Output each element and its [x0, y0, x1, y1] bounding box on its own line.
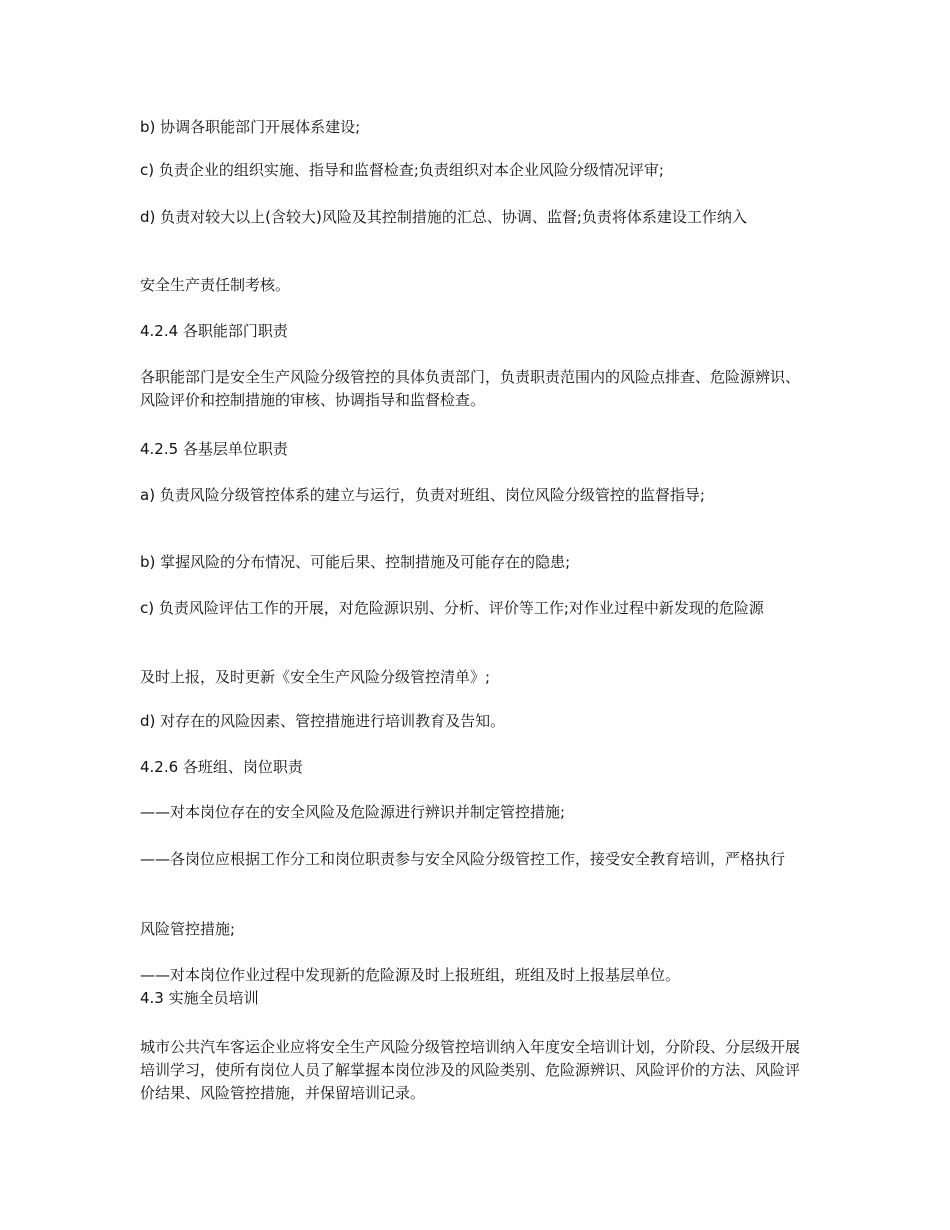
paragraph-dash-identify: ——对本岗位存在的安全风险及危险源进行辨识并制定管控措施;: [140, 803, 566, 821]
paragraph-continuation-measures: 风险管控措施;: [140, 920, 236, 938]
heading-4-2-4: 4.2.4 各职能部门职责: [140, 322, 288, 340]
paragraph-c-organize: c) 负责企业的组织实施、指导和监督检查;负责组织对本企业风险分级情况评审;: [140, 161, 664, 179]
paragraph-d-training: d) 对存在的风险因素、管控措施进行培训教育及告知。: [140, 712, 506, 730]
heading-4-3: 4.3 实施全员培训: [140, 989, 259, 1007]
paragraph-b-coordinate: b) 协调各职能部门开展体系建设;: [140, 118, 361, 136]
heading-4-2-6: 4.2.6 各班组、岗位职责: [140, 758, 303, 776]
paragraph-c-assessment: c) 负责风险评估工作的开展，对危险源识别、分析、评价等工作;对作业过程中新发现的危险源: [140, 599, 764, 617]
paragraph-d-supervise: d) 负责对较大以上(含较大)风险及其控制措施的汇总、协调、监督;负责将体系建设工作纳入: [140, 208, 747, 226]
paragraph-continuation-report: 及时上报，及时更新《安全生产风险分级管控清单》;: [140, 668, 491, 686]
paragraph-training-plan: 城市公共汽车客运企业应将安全生产风险分级管控培训纳入年度安全培训计划，分阶段、分层级开展培训学习，使所有岗位人员了解掌握本岗位涉及的风险类别、危险源辨识、风险评价的方法、风险评价结果、风险管控措施，并保留培训记录。: [140, 1038, 801, 1102]
paragraph-dash-report: ——对本岗位作业过程中发现新的危险源及时上报班组，班组及时上报基层单位。: [140, 966, 681, 984]
heading-4-2-5: 4.2.5 各基层单位职责: [140, 440, 288, 458]
paragraph-a-system: a) 负责风险分级管控体系的建立与运行，负责对班组、岗位风险分级管控的监督指导;: [140, 486, 705, 504]
paragraph-b-distribution: b) 掌握风险的分布情况、可能后果、控制措施及可能存在的隐患;: [140, 553, 571, 571]
paragraph-dash-participate: ——各岗位应根据工作分工和岗位职责参与安全风险分级管控工作，接受安全教育培训，严格执行: [140, 850, 786, 868]
paragraph-continuation-assessment: 安全生产责任制考核。: [140, 276, 291, 294]
paragraph-departments: 各职能部门是安全生产风险分级管控的具体负责部门，负责职责范围内的风险点排查、危险源辨识、风险评价和控制措施的审核、协调指导和监督检查。: [140, 368, 801, 409]
